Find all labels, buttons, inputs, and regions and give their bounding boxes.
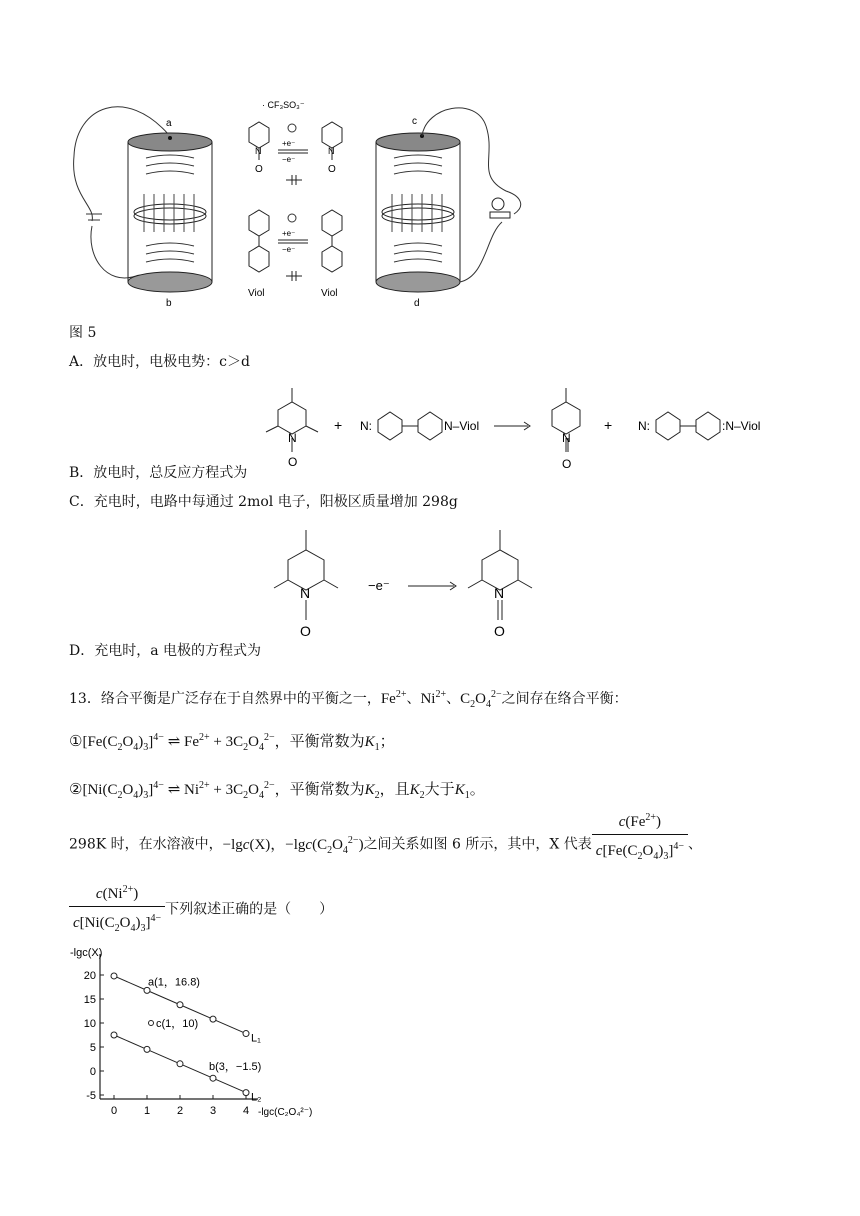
x-tick-label: 1: [143, 1105, 151, 1117]
svg-text:N: N: [328, 146, 335, 156]
y-tick-label: 15: [83, 994, 96, 1006]
data-point: [177, 1061, 183, 1067]
y-tick-label: 20: [83, 970, 96, 982]
svg-text:O: O: [328, 164, 336, 175]
q13-line4: $\frac{c(Ni^{2+})}{c[Ni(C_2O_4)_3]^{4-}}$ 下列叙述正确的是（ ）: [69, 880, 333, 939]
option-a: A．放电时，电极电势：c＞d: [69, 354, 250, 370]
equation-1: $①[Fe(C_2O_4)_3]^{4-}$ ⇌ $Fe^{2+} + 3C_2O_4^{2-}$，平衡常数为$K_1$；: [69, 732, 395, 753]
svg-text:+: +: [334, 417, 343, 433]
svg-text:N: N: [562, 431, 571, 445]
x-tick-label: 4: [242, 1105, 250, 1117]
viol-text-b2: :N–Viol: [722, 419, 761, 433]
label-d: d: [414, 298, 420, 309]
svg-text:Viol: Viol: [248, 288, 265, 299]
annotation-label: a(1，16.8): [148, 976, 200, 989]
label-c: c: [412, 116, 417, 127]
viologen-right-molecule: [322, 210, 342, 272]
svg-text:O: O: [288, 455, 298, 469]
svg-text:N: N: [494, 585, 505, 601]
equation-2: $②[Ni(C_2O_4)_3]^{4-}$ ⇌ $Ni^{2+} + 3C_2O_4^{2-}$，平衡常数为$K_2$，且$K_2$大于$K_1$。: [69, 780, 485, 801]
svg-text:N: N: [255, 146, 262, 156]
svg-text:O: O: [494, 623, 505, 639]
annotation-point: [149, 1021, 154, 1026]
svg-text:N:: N:: [360, 419, 372, 433]
option-b: B．放电时，总反应方程式为: [69, 465, 248, 481]
q13-intro: 13．络合平衡是广泛存在于自然界中的平衡之一，$Fe^{2+}$、$Ni^{2+}$、$C_2O_4^{2-}$之间存在络合平衡：: [69, 689, 628, 710]
svg-text:Viol: Viol: [321, 288, 338, 299]
annotation-label: b(3，−1.5): [209, 1061, 262, 1074]
svg-text:+e⁻: +e⁻: [282, 139, 296, 148]
y-tick-label: 10: [83, 1018, 96, 1030]
data-point: [210, 1075, 216, 1081]
data-point: [111, 973, 117, 979]
x-tick-label: 0: [110, 1105, 118, 1117]
x-tick-label: 2: [176, 1105, 184, 1117]
x-tick-label: 3: [209, 1105, 217, 1117]
series-label: L₁: [251, 1032, 261, 1045]
x-axis-label: -lgc(C₂O₄²⁻): [258, 1107, 313, 1118]
svg-text:N: N: [300, 585, 311, 601]
figure-5-diagram: [66, 96, 546, 316]
data-point: [111, 1032, 117, 1038]
option-d: D．充电时，a 电极的方程式为: [69, 643, 262, 659]
data-point: [144, 1046, 150, 1052]
svg-text:N: N: [288, 431, 297, 445]
y-tick-label: 5: [89, 1042, 96, 1054]
svg-text:O: O: [255, 164, 263, 175]
figure-6-chart: [68, 946, 348, 1118]
svg-text:N:: N:: [638, 419, 650, 433]
data-point: [243, 1031, 249, 1037]
lamp-icon: [490, 198, 510, 218]
svg-text:−e⁻: −e⁻: [282, 155, 296, 164]
svg-text:+: +: [604, 417, 613, 433]
figure-5-caption: 图 5: [69, 325, 97, 341]
svg-text:O: O: [300, 623, 311, 639]
annotation-label: c(1，10): [156, 1018, 199, 1030]
y-tick-label: 0: [89, 1066, 96, 1078]
y-tick-label: -5: [86, 1090, 96, 1102]
viologen-left-molecule: [249, 210, 269, 272]
svg-text:O: O: [562, 457, 572, 471]
svg-text:+e⁻: +e⁻: [282, 229, 296, 238]
viol-text-b1: N–Viol: [444, 419, 480, 433]
right-cylinder: [376, 133, 460, 292]
data-point: [243, 1090, 249, 1096]
option-b-scheme: [262, 380, 786, 480]
label-b: b: [166, 298, 172, 309]
minus-e-label: −e⁻: [368, 578, 390, 593]
option-c: C．充电时，电路中每通过 2mol 电子，阳极区质量增加 298g: [69, 494, 458, 510]
svg-text:−e⁻: −e⁻: [282, 245, 296, 254]
option-d-scheme: [270, 520, 550, 652]
left-cylinder: [128, 133, 212, 292]
data-point: [177, 1002, 183, 1008]
y-axis-label: -lgc(X): [70, 947, 103, 959]
data-point: [210, 1016, 216, 1022]
label-a: a: [166, 118, 172, 129]
series-label: L₂: [251, 1091, 262, 1104]
light-icon: [288, 124, 296, 132]
counter-ion-label: · CF₃SO₃⁻: [262, 100, 305, 110]
q13-line3: 298K 时，在水溶液中，−lgc(X)，$-\lg c(C_2O_4^{2-})$之间关系如图 6 所示，其中，X 代表 $\frac{c(Fe^{2+})}{c[Fe(C_2O_4)_3]^{4-}}$ 、: [69, 822, 702, 867]
